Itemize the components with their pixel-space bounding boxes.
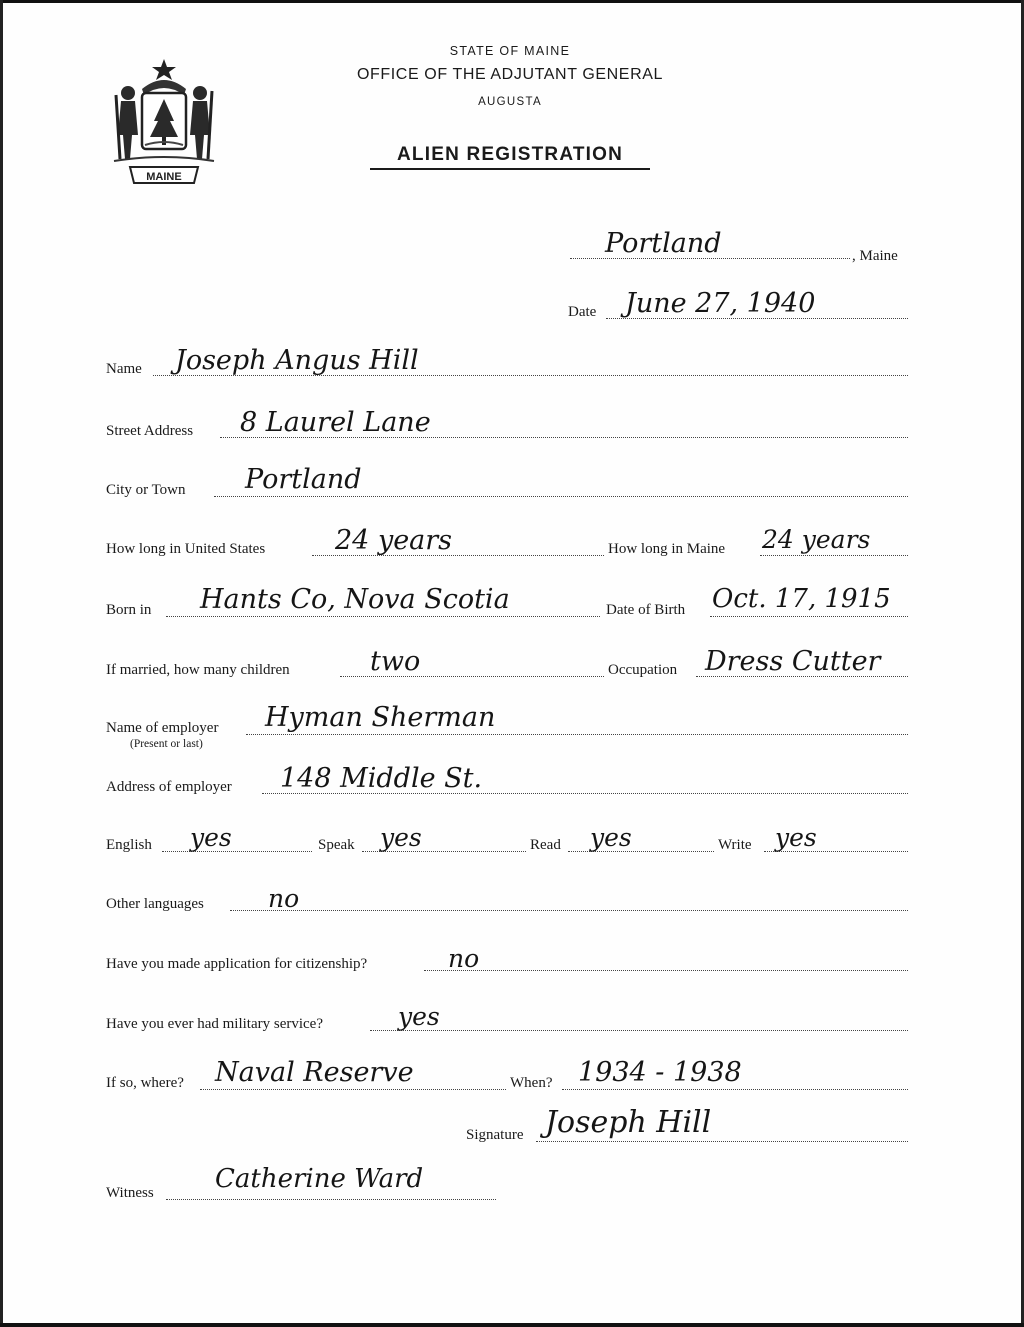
employer-value: Hyman Sherman <box>265 702 496 733</box>
date-value: June 27, 1940 <box>625 288 816 319</box>
where-label: If so, where? <box>106 1075 184 1091</box>
english-line <box>162 851 312 852</box>
name-value: Joseph Angus Hill <box>175 345 419 376</box>
children-label: If married, how many children <box>106 662 290 678</box>
signature-line <box>536 1141 908 1142</box>
citizenship-label: Have you made application for citizenship? <box>106 956 368 972</box>
employer-note: (Present or last) <box>130 738 203 750</box>
other-languages-line <box>230 910 908 911</box>
seal-banner-text: MAINE <box>146 171 182 183</box>
name-label: Name <box>106 361 142 377</box>
citizenship-value: no <box>448 944 480 973</box>
scan-border-left <box>0 0 3 1327</box>
city-label: City or Town <box>106 482 186 498</box>
military-label: Have you ever had military service? <box>106 1016 323 1032</box>
witness-line <box>166 1199 496 1200</box>
signature-value: Joseph Hill <box>545 1105 712 1140</box>
date-of-birth-value: Oct. 17, 1915 <box>712 584 891 614</box>
occupation-label: Occupation <box>608 662 678 678</box>
where-line <box>200 1089 506 1090</box>
title-underline <box>370 168 650 170</box>
maine-state-seal <box>108 55 220 187</box>
read-value: yes <box>590 823 632 852</box>
born-in-line <box>166 616 600 617</box>
state-heading: STATE OF MAINE <box>449 44 571 58</box>
employer-label: Name of employer <box>106 720 219 736</box>
place-value: Portland <box>605 228 722 259</box>
english-label: English <box>106 837 152 853</box>
how-long-us-value: 24 years <box>335 525 453 556</box>
how-long-maine-value: 24 years <box>762 525 871 554</box>
military-value: yes <box>398 1002 440 1031</box>
scan-border-top <box>0 0 1024 3</box>
other-languages-value: no <box>268 884 300 913</box>
date-of-birth-label: Date of Birth <box>606 602 686 618</box>
scan-border-bottom <box>0 1323 1024 1327</box>
employer-address-label: Address of employer <box>106 779 232 795</box>
form-title: ALIEN REGISTRATION <box>396 144 624 165</box>
when-line <box>562 1089 908 1090</box>
citizenship-line <box>424 970 908 971</box>
city-line <box>214 496 908 497</box>
employer-line <box>246 734 908 735</box>
witness-value: Catherine Ward <box>215 1164 424 1194</box>
born-in-value: Hants Co, Nova Scotia <box>200 584 510 615</box>
when-value: 1934 - 1938 <box>578 1057 742 1088</box>
how-long-maine-line <box>760 555 908 556</box>
state-suffix-label: , Maine <box>852 248 898 264</box>
write-value: yes <box>775 823 817 852</box>
read-label: Read <box>530 837 561 853</box>
date-label: Date <box>568 304 597 320</box>
where-value: Naval Reserve <box>215 1057 414 1088</box>
born-in-label: Born in <box>106 602 152 618</box>
speak-label: Speak <box>318 837 355 853</box>
when-label: When? <box>510 1075 553 1091</box>
occupation-value: Dress Cutter <box>705 646 881 677</box>
write-label: Write <box>718 837 752 853</box>
military-line <box>370 1030 908 1031</box>
witness-label: Witness <box>106 1185 154 1201</box>
street-label: Street Address <box>106 423 194 439</box>
english-value: yes <box>190 823 232 852</box>
office-heading: OFFICE OF THE ADJUTANT GENERAL <box>356 66 664 83</box>
children-value: two <box>370 646 421 677</box>
other-languages-label: Other languages <box>106 896 204 912</box>
date-of-birth-line <box>710 616 908 617</box>
street-value: 8 Laurel Lane <box>240 407 431 438</box>
signature-label: Signature <box>466 1127 524 1143</box>
how-long-maine-label: How long in Maine <box>608 541 726 557</box>
speak-value: yes <box>380 823 422 852</box>
employer-address-value: 148 Middle St. <box>280 763 483 794</box>
city-heading: AUGUSTA <box>478 96 542 108</box>
city-value: Portland <box>245 464 362 495</box>
how-long-us-label: How long in United States <box>106 541 266 557</box>
